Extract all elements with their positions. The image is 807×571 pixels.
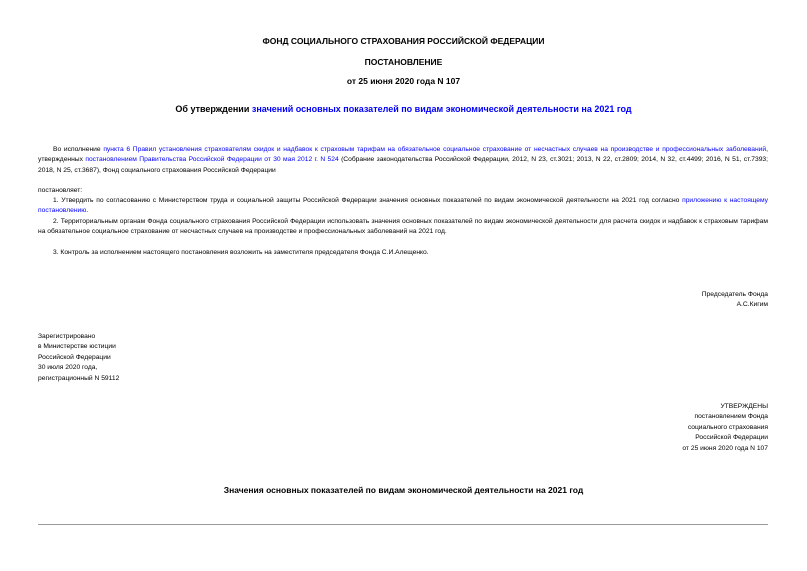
government-decree-link[interactable]: постановлением Правительства Российской Федерации от 30 мая 2012 г. N 524 <box>85 156 339 164</box>
registration-line: Российской Федерации <box>38 353 111 361</box>
document-title <box>0 103 807 117</box>
approval-line: УТВЕРЖДЕНЫ <box>720 403 768 410</box>
title-prefix: Об утверждении <box>175 104 252 114</box>
approval-line: социального страхования <box>687 423 768 431</box>
registration-line: в Министерстве юстиции <box>38 343 116 351</box>
preamble-text-2: , утвержденных <box>38 146 768 164</box>
registration-line: 30 июля 2020 года, <box>38 364 98 372</box>
organization-heading: ФОНД СОЦИАЛЬНОГО СТРАХОВАНИЯ РОССИЙСКОЙ ФЕДЕРАЦИИ <box>262 36 545 46</box>
item-3-paragraph: 3. Контроль за исполнением настоящего постановления возложить на заместителя председателя Фонда С.И.Алещенко. <box>53 249 429 256</box>
registration-block <box>38 332 768 384</box>
approval-line: от 25 июня 2020 года N 107 <box>682 444 768 452</box>
document-date-heading: от 25 июня 2020 года N 107 <box>346 76 461 86</box>
title-link[interactable]: значений основных показателей по видам экономической деятельности на 2021 год <box>251 104 632 114</box>
preamble-paragraph <box>38 145 768 176</box>
approval-line: Российской Федерации <box>695 434 768 442</box>
divider-line <box>38 524 768 525</box>
registration-line: регистрационный N 59112 <box>38 374 120 382</box>
appendix-link[interactable]: приложению к настоящему постановлению <box>38 197 768 215</box>
appendix-title: Значения основных показателей по видам экономической деятельности на 2021 год <box>223 485 584 495</box>
preamble-text-1: Во исполнение <box>53 146 104 153</box>
item-1-text: 1. Утвердить по согласованию с Министерством труда и социальной защиты Российской Федерации значения основных показателей по видам экономической деятельности на 2021 год согласно <box>53 197 683 204</box>
signature-name: А.С.Кигим <box>736 301 768 309</box>
approval-line: постановлением Фонда <box>694 413 768 421</box>
item-2-paragraph: 2. Территориальным органам Фонда социального страхования Российской Федерации использовать значения основных показателей по видам экономической деятельности для расчета скидок и надбавок к страховым тарифам на обязательное социальное страхование от несчастных случаев на производстве и профессиональных заболеваний на 2021 год. <box>38 218 768 236</box>
approval-block <box>38 402 768 454</box>
document-type-heading: ПОСТАНОВЛЕНИЕ <box>364 57 443 67</box>
preamble-text-3: (Собрание законодательства Российской Федерации, 2012, N 23, ст.3021; 2013, N 22, ст.2809; 2014, N 32, ст.4499; 2016, N 51, ст.7393; 2018, N 25, ст.3687), Фонд социального страхования Российской Федерации <box>38 156 769 174</box>
decree-word: постановляет: <box>38 187 83 194</box>
registration-line: Зарегистрировано <box>38 333 96 340</box>
item-1-paragraph <box>38 196 768 217</box>
rules-link[interactable]: пункта 6 Правил установления страхователям скидок и надбавок к страховым тарифам на обязательное социальное страхование от несчастных случаев на производстве и профессиональных заболеваний <box>103 146 767 153</box>
signature-position: Председатель Фонда <box>701 291 768 298</box>
item-1-end: . <box>86 207 89 215</box>
signature-block <box>38 290 768 311</box>
